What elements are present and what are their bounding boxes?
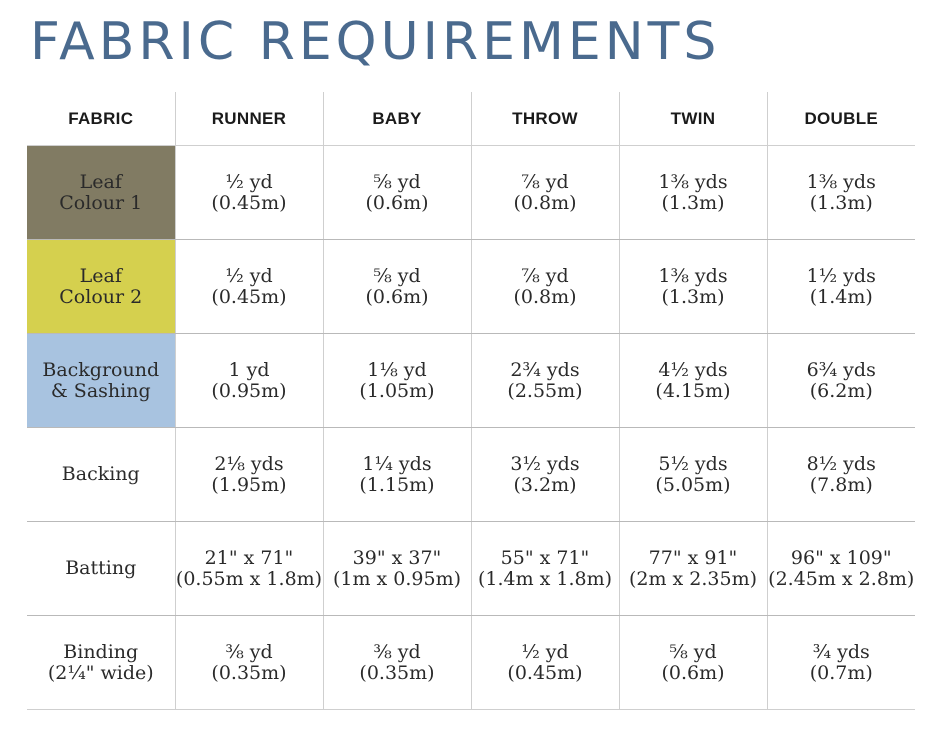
cell-double bbox=[767, 240, 915, 334]
cell-throw bbox=[471, 522, 619, 616]
cell-runner bbox=[175, 240, 323, 334]
cell-twin bbox=[619, 616, 767, 710]
metric-amount: (0.35m) bbox=[359, 661, 435, 684]
imperial-amount: ⅝ yd bbox=[373, 170, 421, 193]
fabric-swatch-leaf-colour-2 bbox=[27, 240, 175, 334]
column-header-fabric: FABRIC bbox=[27, 92, 175, 146]
imperial-amount: 3½ yds bbox=[510, 452, 580, 475]
fabric-name-line: Backing bbox=[61, 463, 140, 485]
column-header-twin: TWIN bbox=[619, 92, 767, 146]
cell-runner bbox=[175, 616, 323, 710]
fabric-swatch-background-sashing bbox=[27, 334, 175, 428]
fabric-name-line: Colour 1 bbox=[59, 191, 143, 214]
cell-twin bbox=[619, 428, 767, 522]
imperial-size: 96" x 109" bbox=[790, 546, 892, 569]
fabric-name-line: (2¼" wide) bbox=[47, 661, 154, 684]
cell-double bbox=[767, 334, 915, 428]
cell-double bbox=[767, 428, 915, 522]
imperial-amount: ½ yd bbox=[225, 170, 273, 193]
imperial-amount: 1⅛ yd bbox=[367, 358, 427, 381]
metric-amount: (5.05m) bbox=[655, 473, 731, 496]
metric-amount: (1.05m) bbox=[359, 379, 435, 402]
cell-baby bbox=[323, 428, 471, 522]
metric-amount: (0.95m) bbox=[211, 379, 287, 402]
imperial-amount: 2¾ yds bbox=[510, 358, 580, 381]
cell-baby bbox=[323, 240, 471, 334]
cell-twin bbox=[619, 146, 767, 240]
cell-twin bbox=[619, 240, 767, 334]
imperial-amount: ⅜ yd bbox=[373, 640, 421, 663]
cell-double bbox=[767, 146, 915, 240]
cell-runner bbox=[175, 334, 323, 428]
fabric-name-line: Binding bbox=[63, 640, 139, 663]
imperial-amount: ⅞ yd bbox=[521, 170, 569, 193]
imperial-amount: 6¾ yds bbox=[806, 358, 876, 381]
imperial-amount: ½ yd bbox=[521, 640, 569, 663]
imperial-amount: ⅝ yd bbox=[373, 264, 421, 287]
imperial-amount: ¾ yds bbox=[812, 640, 870, 663]
cell-double bbox=[767, 522, 915, 616]
imperial-amount: 5½ yds bbox=[658, 452, 728, 475]
cell-throw bbox=[471, 146, 619, 240]
fabric-requirements-table bbox=[27, 92, 915, 710]
imperial-amount: ⅝ yd bbox=[669, 640, 717, 663]
imperial-amount: 1 yd bbox=[228, 358, 270, 381]
fabric-name-line: Background bbox=[42, 358, 160, 381]
metric-amount: (4.15m) bbox=[655, 379, 731, 402]
metric-size: (2m x 2.35m) bbox=[628, 567, 758, 590]
imperial-amount: ⅜ yd bbox=[225, 640, 273, 663]
cell-baby bbox=[323, 616, 471, 710]
metric-amount: (0.35m) bbox=[211, 661, 287, 684]
fabric-name-line: Batting bbox=[65, 557, 137, 579]
imperial-amount: ⅞ yd bbox=[521, 264, 569, 287]
imperial-size: 39" x 37" bbox=[352, 546, 442, 569]
cell-double bbox=[767, 616, 915, 710]
fabric-name-line: Colour 2 bbox=[59, 285, 143, 308]
imperial-amount: 4½ yds bbox=[658, 358, 728, 381]
fabric-label-backing bbox=[27, 428, 175, 522]
metric-amount: (0.6m) bbox=[365, 191, 429, 214]
metric-amount: (1.3m) bbox=[661, 285, 725, 308]
metric-amount: (0.45m) bbox=[211, 191, 287, 214]
metric-amount: (0.7m) bbox=[809, 661, 873, 684]
fabric-label-binding bbox=[27, 616, 175, 710]
cell-throw bbox=[471, 616, 619, 710]
metric-amount: (1.3m) bbox=[661, 191, 725, 214]
cell-runner bbox=[175, 146, 323, 240]
fabric-name-line: Leaf bbox=[79, 170, 122, 193]
metric-size: (0.55m x 1.8m) bbox=[175, 567, 323, 590]
metric-size: (1m x 0.95m) bbox=[332, 567, 462, 590]
metric-size: (2.45m x 2.8m) bbox=[768, 567, 915, 590]
metric-amount: (1.4m) bbox=[809, 285, 873, 308]
fabric-swatch-leaf-colour-1 bbox=[27, 146, 175, 240]
table-row bbox=[27, 240, 915, 334]
metric-amount: (1.3m) bbox=[809, 191, 873, 214]
imperial-amount: 1½ yds bbox=[806, 264, 876, 287]
metric-amount: (0.45m) bbox=[211, 285, 287, 308]
metric-amount: (0.6m) bbox=[365, 285, 429, 308]
table-row bbox=[27, 522, 915, 616]
fabric-name-line: & Sashing bbox=[50, 379, 151, 402]
cell-twin bbox=[619, 522, 767, 616]
metric-amount: (2.55m) bbox=[507, 379, 583, 402]
imperial-size: 77" x 91" bbox=[648, 546, 738, 569]
cell-baby bbox=[323, 146, 471, 240]
column-header-baby: BABY bbox=[323, 92, 471, 146]
column-header-double: DOUBLE bbox=[767, 92, 915, 146]
column-header-throw: THROW bbox=[471, 92, 619, 146]
metric-size: (1.4m x 1.8m) bbox=[477, 567, 613, 590]
imperial-amount: 1⅜ yds bbox=[658, 170, 728, 193]
cell-throw bbox=[471, 334, 619, 428]
table-row bbox=[27, 428, 915, 522]
page-title: FABRIC REQUIREMENTS bbox=[30, 12, 721, 72]
cell-runner bbox=[175, 522, 323, 616]
cell-baby bbox=[323, 334, 471, 428]
imperial-amount: 1¼ yds bbox=[362, 452, 432, 475]
metric-amount: (0.6m) bbox=[661, 661, 725, 684]
table-row bbox=[27, 616, 915, 710]
imperial-amount: 1⅜ yds bbox=[658, 264, 728, 287]
metric-amount: (0.8m) bbox=[513, 191, 577, 214]
cell-throw bbox=[471, 240, 619, 334]
metric-amount: (1.15m) bbox=[359, 473, 435, 496]
metric-amount: (0.8m) bbox=[513, 285, 577, 308]
fabric-name-line: Leaf bbox=[79, 264, 122, 287]
imperial-amount: 1⅜ yds bbox=[806, 170, 876, 193]
cell-twin bbox=[619, 334, 767, 428]
table-row bbox=[27, 334, 915, 428]
cell-runner bbox=[175, 428, 323, 522]
imperial-size: 21" x 71" bbox=[204, 546, 294, 569]
metric-amount: (7.8m) bbox=[809, 473, 873, 496]
column-header-runner: RUNNER bbox=[175, 92, 323, 146]
cell-baby bbox=[323, 522, 471, 616]
fabric-label-batting bbox=[27, 522, 175, 616]
metric-amount: (6.2m) bbox=[809, 379, 873, 402]
imperial-amount: 8½ yds bbox=[806, 452, 876, 475]
cell-throw bbox=[471, 428, 619, 522]
imperial-amount: ½ yd bbox=[225, 264, 273, 287]
metric-amount: (1.95m) bbox=[211, 473, 287, 496]
imperial-size: 55" x 71" bbox=[500, 546, 590, 569]
metric-amount: (0.45m) bbox=[507, 661, 583, 684]
table-row bbox=[27, 146, 915, 240]
header-row bbox=[27, 92, 915, 146]
imperial-amount: 2⅛ yds bbox=[214, 452, 284, 475]
metric-amount: (3.2m) bbox=[513, 473, 577, 496]
